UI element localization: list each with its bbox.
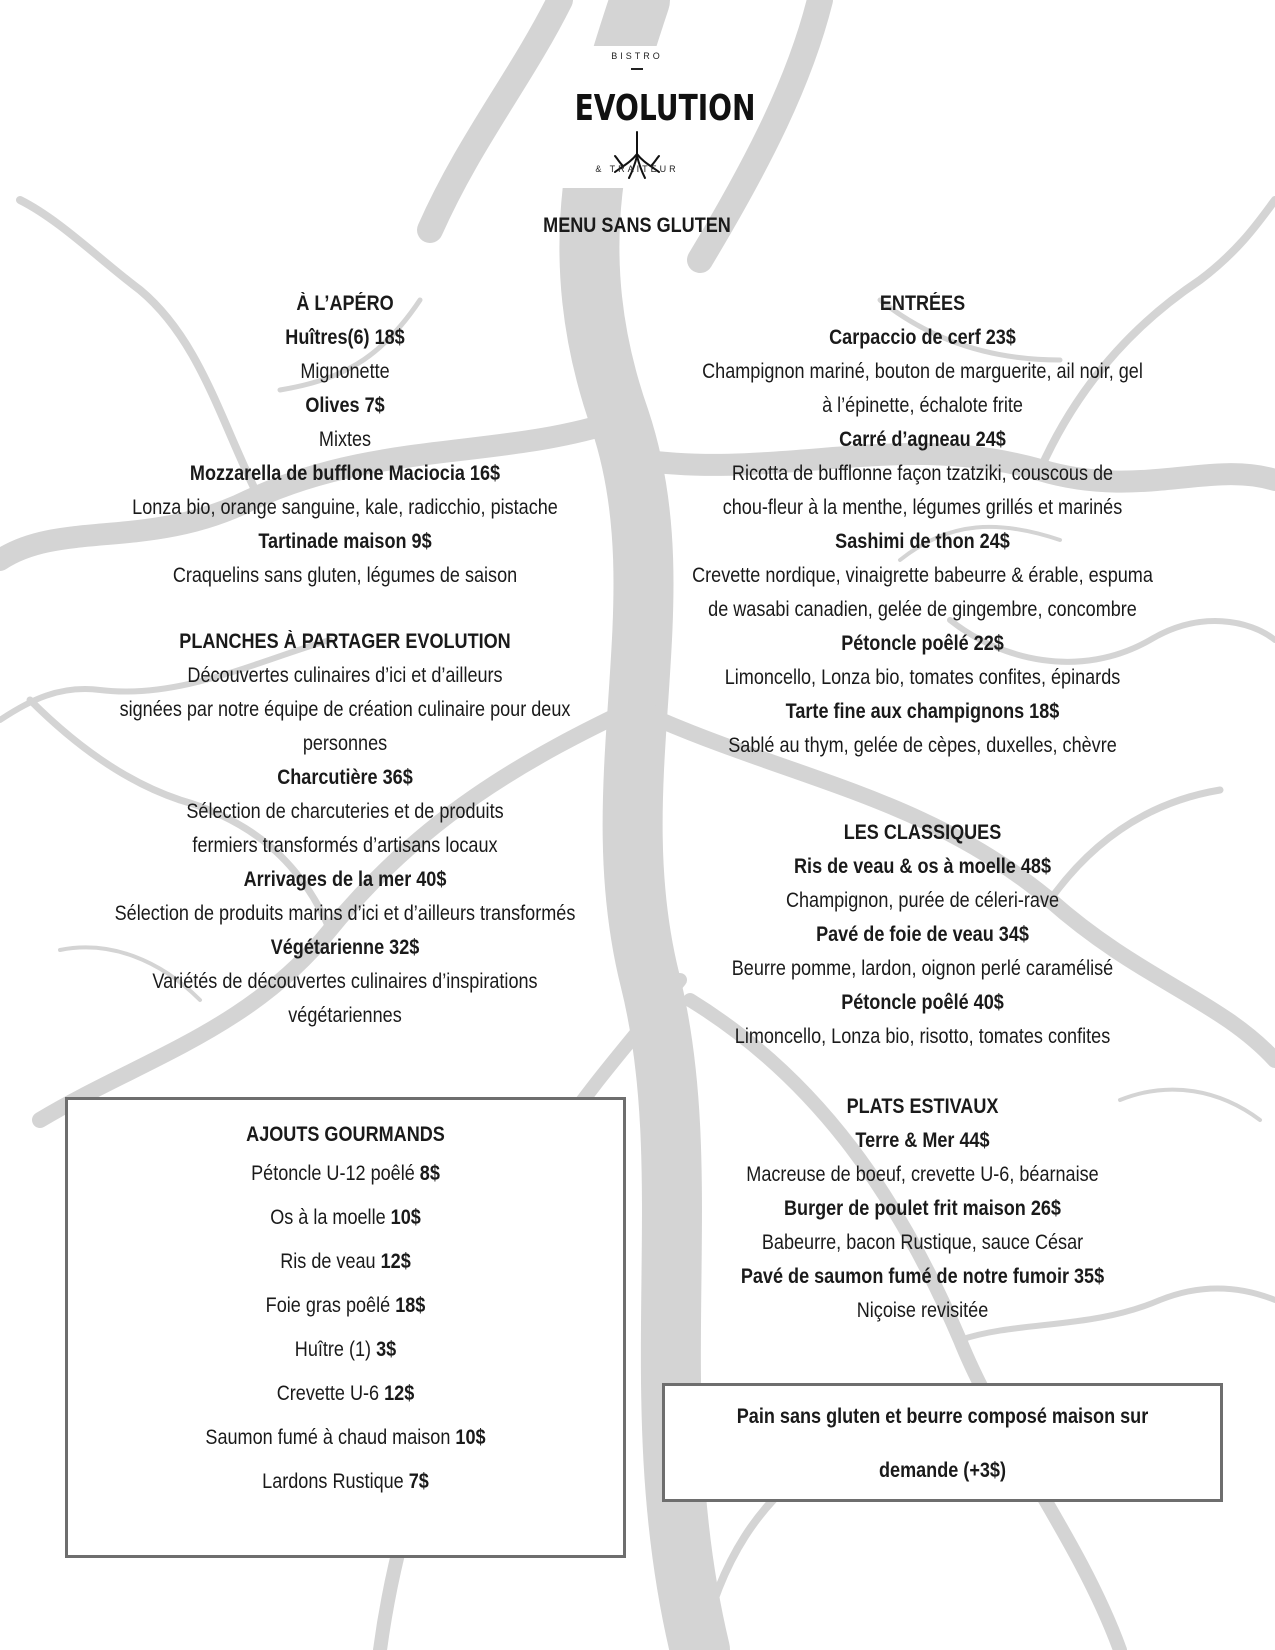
menu-title: MENU SANS GLUTEN <box>543 214 731 237</box>
section-title-apero: À L’APÉRO <box>296 292 394 315</box>
menu-item-name: Charcutière 36$ <box>277 766 413 789</box>
menu-item-desc: Ricotta de bufflonne façon tzatziki, couscous de chou-fleur à la menthe, légumes grillés et marinés <box>722 462 1123 519</box>
addon-name: Os à la moelle <box>270 1206 386 1229</box>
menu-item-name: Terre & Mer 44$ <box>855 1129 990 1152</box>
addon-price: 3$ <box>376 1338 397 1361</box>
ajouts-gourmands-box <box>65 1097 626 1558</box>
menu-item-name: Burger de poulet frit maison 26$ <box>783 1197 1061 1220</box>
menu-item-name: Olives 7$ <box>305 394 385 417</box>
menu-item-desc: Champignon, purée de céleri-rave <box>785 889 1060 912</box>
section-apero <box>60 287 630 593</box>
planches-intro-line1: Découvertes culinaires d’ici et d’ailleurs <box>187 664 503 687</box>
menu-item-desc: Limoncello, Lonza bio, risotto, tomates confites <box>734 1025 1111 1048</box>
addon-name: Saumon fumé à chaud maison <box>205 1426 451 1449</box>
section-title-ajouts: AJOUTS GOURMANDS <box>246 1123 445 1146</box>
menu-item-desc: Craquelins sans gluten, légumes de saison <box>172 564 518 587</box>
addon-price: 7$ <box>408 1470 429 1493</box>
menu-item-name: Pétoncle poêlé 40$ <box>841 991 1004 1014</box>
menu-item-name: Pavé de saumon fumé de notre fumoir 35$ <box>740 1265 1105 1288</box>
section-entrees <box>640 287 1205 763</box>
addon-name: Ris de veau <box>280 1250 376 1273</box>
menu-item-name: Huîtres(6) 18$ <box>285 326 405 349</box>
menu-item-desc: Sélection de charcuteries et de produits fermiers transformés d’artisans locaux <box>186 800 504 857</box>
menu-item-name: Mozzarella de bufflone Maciocia 16$ <box>189 462 501 485</box>
section-title-entrees: ENTRÉES <box>879 292 966 315</box>
addon-item <box>107 1284 584 1328</box>
logo-bottom-text: & TRAITEUR <box>595 164 679 174</box>
addon-item <box>107 1328 584 1372</box>
addon-item <box>107 1152 584 1196</box>
addon-name: Crevette U-6 <box>276 1382 380 1405</box>
addon-item <box>107 1240 584 1284</box>
menu-item-desc: Champignon mariné, bouton de marguerite, ail noir, gel à l’épinette, échalote frite <box>702 360 1143 417</box>
section-title-planches: PLANCHES À PARTAGER EVOLUTION <box>179 630 511 653</box>
addon-name: Foie gras poêlé <box>265 1294 391 1317</box>
menu-item-desc: Babeurre, bacon Rustique, sauce César <box>761 1231 1084 1254</box>
menu-item-name: Sashimi de thon 24$ <box>835 530 1010 553</box>
addon-name: Lardons Rustique <box>262 1470 404 1493</box>
section-planches <box>60 625 630 1033</box>
menu-item-desc: Mignonette <box>300 360 390 383</box>
gluten-free-bread-note <box>662 1383 1223 1502</box>
menu-item-desc: Macreuse de boeuf, crevette U-6, béarnaise <box>746 1163 1099 1186</box>
menu-item-desc: Beurre pomme, lardon, oignon perlé caramélisé <box>731 957 1114 980</box>
menu-item-name: Tartinade maison 9$ <box>258 530 432 553</box>
menu-item-desc: Niçoise revisitée <box>856 1299 989 1322</box>
menu-item-desc: Lonza bio, orange sanguine, kale, radicchio, pistache <box>132 496 558 519</box>
menu-item-name: Ris de veau & os à moelle 48$ <box>794 855 1051 878</box>
addon-price: 10$ <box>390 1206 421 1229</box>
bread-note-line1: Pain sans gluten et beurre composé maison sur <box>736 1405 1149 1428</box>
menu-item-name: Végétarienne 32$ <box>270 936 420 959</box>
menu-item-name: Tarte fine aux champignons 18$ <box>785 700 1060 723</box>
section-title-estivaux: PLATS ESTIVAUX <box>846 1095 999 1118</box>
menu-item-name: Carré d’agneau 24$ <box>839 428 1006 451</box>
menu-item-desc: Variétés de découvertes culinaires d’inspirations végétariennes <box>152 970 538 1027</box>
addon-price: 12$ <box>380 1250 411 1273</box>
restaurant-logo <box>557 46 756 188</box>
addon-item <box>107 1196 584 1240</box>
menu-item-name: Pavé de foie de veau 34$ <box>816 923 1029 946</box>
menu-item-name: Arrivages de la mer 40$ <box>243 868 447 891</box>
addon-item <box>107 1416 584 1460</box>
addon-price: 18$ <box>395 1294 426 1317</box>
addon-name: Pétoncle U-12 poêlé <box>251 1162 415 1185</box>
addon-item <box>107 1460 584 1504</box>
menu-item-desc: Mixtes <box>318 428 372 451</box>
section-title-classiques: LES CLASSIQUES <box>843 821 1002 844</box>
menu-item-name: Pétoncle poêlé 22$ <box>841 632 1004 655</box>
addon-item <box>107 1372 584 1416</box>
addon-name: Huître (1) <box>294 1338 372 1361</box>
planches-intro-line2: signées par notre équipe de création culinaire pour deux personnes <box>119 698 571 755</box>
menu-item-desc: Sablé au thym, gelée de cèpes, duxelles, chèvre <box>728 734 1117 757</box>
menu-item-desc: Sélection de produits marins d’ici et d’ailleurs transformés <box>114 902 576 925</box>
menu-item-desc: Crevette nordique, vinaigrette babeurre & érable, espuma de wasabi canadien, gelée de gingembre, concombre <box>692 564 1153 621</box>
logo-wordmark: EVOLUTION <box>574 88 756 129</box>
bread-note-line2: demande (+3$) <box>879 1459 1006 1482</box>
addon-price: 12$ <box>384 1382 415 1405</box>
menu-item-name: Carpaccio de cerf 23$ <box>829 326 1016 349</box>
logo-top-text: BISTRO <box>611 51 663 61</box>
section-estivaux <box>640 1090 1205 1328</box>
addon-price: 8$ <box>419 1162 440 1185</box>
menu-item-desc: Limoncello, Lonza bio, tomates confites, épinards <box>724 666 1121 689</box>
addon-price: 10$ <box>455 1426 486 1449</box>
section-classiques <box>640 816 1205 1054</box>
